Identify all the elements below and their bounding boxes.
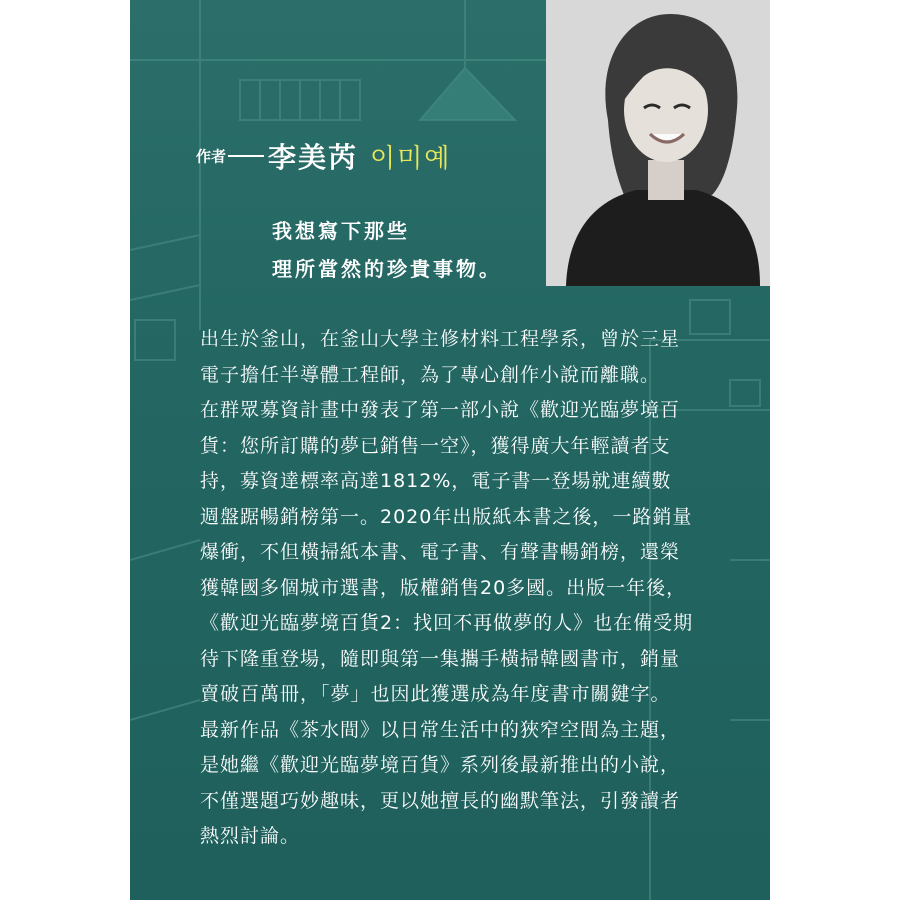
bio-line: 《歡迎光臨夢境百貨2：找回不再做夢的人》也在備受期 bbox=[200, 612, 694, 634]
bio-line: 獲韓國多個城市選書，版權銷售20多國。出版一年後， bbox=[200, 576, 687, 599]
bio-line: 持，募資達標率高達1812%，電子書一登場就連續數 bbox=[200, 470, 672, 492]
bio-line: 週盤踞暢銷榜第一。2020年出版紙本書之後，一路銷量 bbox=[200, 505, 693, 528]
author-quote bbox=[272, 212, 502, 288]
author-portrait-photo bbox=[546, 0, 770, 286]
bio-line: 爆衝，不但橫掃紙本書、電子書、有聲書暢銷榜，還榮 bbox=[200, 541, 681, 563]
bio-line: 出生於釜山，在釜山大學主修材料工程學系，曾於三星 bbox=[200, 328, 681, 350]
author-label: 作者 bbox=[196, 147, 227, 166]
author-name-korean: 이미예 bbox=[370, 143, 452, 174]
quote-line: 我想寫下那些 bbox=[272, 219, 410, 243]
author-biography bbox=[200, 322, 712, 855]
author-name-chinese: 李美芮 bbox=[268, 141, 359, 174]
author-credit bbox=[196, 136, 451, 176]
bio-line: 待下隆重登場，隨即與第一集攜手橫掃韓國書市，銷量 bbox=[200, 647, 681, 670]
author-intro-panel bbox=[130, 0, 770, 900]
author-dash bbox=[228, 155, 264, 157]
bio-line: 最新作品《茶水間》以日常生活中的狹窄空間為主題， bbox=[200, 718, 681, 741]
bio-line: 電子擔任半導體工程師，為了專心創作小說而離職。 bbox=[200, 363, 661, 386]
bio-line: 在群眾募資計畫中發表了第一部小說《歡迎光臨夢境百 bbox=[200, 399, 681, 421]
bio-line: 不僅選題巧妙趣味，更以她擅長的幽默筆法，引發讀者 bbox=[200, 789, 681, 812]
quote-line: 理所當然的珍貴事物。 bbox=[272, 257, 502, 281]
bio-line: 賣破百萬冊，「夢」也因此獲選成為年度書市關鍵字。 bbox=[200, 683, 671, 705]
portrait-image bbox=[546, 0, 770, 286]
bio-line: 熱烈討論。 bbox=[200, 825, 301, 847]
bio-line: 貨：您所訂購的夢已銷售一空》，獲得廣大年輕讀者支 bbox=[200, 434, 671, 457]
bio-line: 是她繼《歡迎光臨夢境百貨》系列後最新推出的小說， bbox=[200, 754, 681, 776]
